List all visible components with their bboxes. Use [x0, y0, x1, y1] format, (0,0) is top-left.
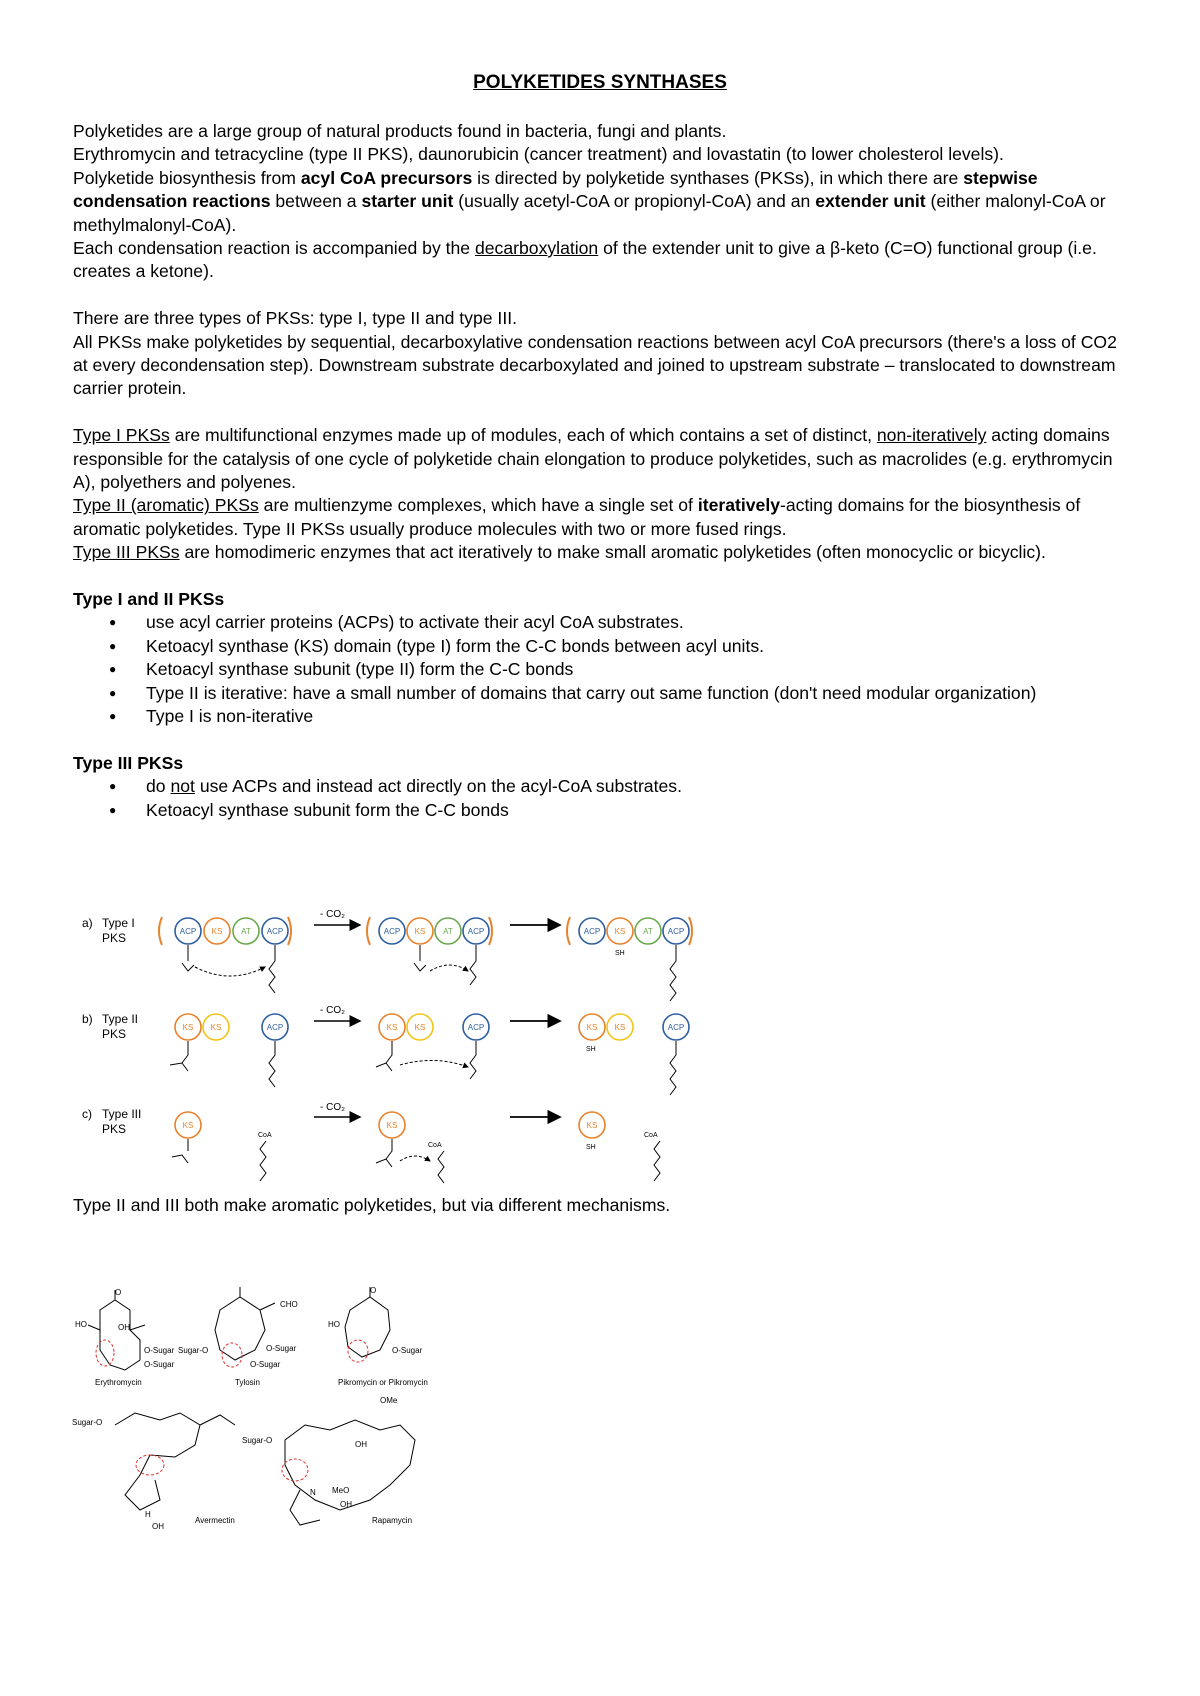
tylosin-structure — [215, 1287, 275, 1367]
type1-paragraph — [73, 424, 1133, 494]
list-item — [73, 775, 1133, 798]
erythromycin-o: O — [115, 1288, 122, 1297]
text-run: use ACPs and instead act directly on the acyl-CoA substrates. — [194, 776, 682, 797]
intro-paragraph-2: Erythromycin and tetracycline (type II PKS), daunorubicin (cancer treatment) and lovastatin (to lower cholesterol levels). — [73, 144, 1004, 165]
erythromycin-ho: HO — [75, 1320, 87, 1329]
ks-label: KS — [614, 1023, 626, 1032]
acp-label: ACP — [667, 927, 685, 936]
tylosin-cho: CHO — [280, 1300, 298, 1309]
erythromycin-o-sugar: O-Sugar — [144, 1346, 175, 1355]
text-run: do — [146, 776, 171, 797]
acp-label: ACP — [467, 927, 485, 936]
avermectin-oh: OH — [152, 1522, 164, 1531]
list-item: ● Type I is non-iterative — [73, 705, 1133, 728]
pikromycin-label: Pikromycin or Pikromycin — [338, 1378, 428, 1387]
underlined-term: decarboxylation — [474, 238, 599, 259]
tylosin-o-sugar: O-Sugar — [266, 1344, 297, 1353]
row-b-letter: b) — [82, 1012, 93, 1026]
avermectin-label: Avermectin — [195, 1516, 235, 1525]
acp-label: ACP — [467, 1023, 485, 1032]
section-heading-type12: Type I and II PKSs — [73, 589, 225, 610]
acp-label: ACP — [266, 927, 284, 936]
types-intro-paragraph-2: All PKSs make polyketides by sequential, decarboxylative condensation reactions between acyl CoA precursors (there's a loss of CO2 at every decondensation step). Downstream substrate decarboxylated and joined to upstream substrate – translocated to downstream carrier protein. — [73, 331, 1117, 399]
avermectin-structure — [115, 1413, 235, 1510]
figure-caption: Type II and III both make aromatic polyketides, but via different mechanisms. — [73, 1195, 671, 1215]
ks-label: KS — [614, 927, 626, 936]
erythromycin-oh: OH — [118, 1323, 130, 1332]
section-heading-type3: Type III PKSs — [73, 752, 184, 773]
body-text — [73, 120, 1133, 822]
type1-module-3 — [567, 917, 692, 1001]
pikromycin-ho: HO — [328, 1320, 340, 1329]
underlined-term: Type I PKSs — [73, 425, 170, 446]
underlined-term: Type III PKSs — [73, 542, 180, 563]
page-title: POLYKETIDES SYNTHASES — [473, 72, 727, 93]
type3-step-3 — [579, 1112, 660, 1181]
at-label: AT — [443, 927, 453, 936]
polyketide-structures-figure — [70, 1285, 470, 1555]
type2-paragraph — [73, 494, 1133, 541]
text-run: Polyketide biosynthesis from — [73, 167, 301, 188]
types-intro-paragraph-1: There are three types of PKSs: type I, type II and type III. — [73, 308, 517, 329]
row-a-letter: a) — [82, 916, 93, 930]
text-run: (usually acetyl-CoA or propionyl-CoA) and an — [453, 191, 816, 212]
ks-label: KS — [414, 1023, 426, 1032]
tylosin-o-sugar-2: O-Sugar — [250, 1360, 281, 1369]
ks-label: KS — [182, 1121, 194, 1130]
rapamycin-ome: OMe — [380, 1396, 398, 1405]
bullet-list-type3 — [73, 775, 1133, 822]
at-label: AT — [241, 927, 251, 936]
type3-step-2 — [376, 1112, 444, 1183]
list-item: ● Type II is iterative: have a small number of domains that carry out same function (don't need modular organization) — [73, 682, 1133, 705]
text-run: are multifunctional enzymes made up of modules, each of which contains a set of distinct, — [169, 425, 877, 446]
at-label: AT — [643, 927, 653, 936]
sh-label: SH — [615, 950, 625, 957]
rapamycin-oh: OH — [355, 1440, 367, 1449]
text-run: -acting domains for the biosynthesis of aromatic polyketides. Type II PKSs usually produce molecules with two or more fused rings. — [73, 495, 1081, 539]
avermectin-sugar-o: Sugar-O — [72, 1418, 103, 1427]
acp-label: ACP — [383, 927, 401, 936]
coa-label: CoA — [258, 1132, 272, 1139]
sh-label: SH — [586, 1046, 596, 1053]
bullet-list-type12 — [73, 611, 1133, 728]
ks-label: KS — [182, 1023, 194, 1032]
erythromycin-structure — [88, 1290, 145, 1370]
minus-co2-a: - CO₂ — [320, 909, 345, 920]
row-a-name1: Type I — [102, 916, 135, 930]
type2-step-3 — [579, 1014, 689, 1095]
row-c-name1: Type III — [102, 1107, 142, 1121]
underlined-term: not — [170, 776, 195, 797]
rapamycin-oh-2: OH — [340, 1500, 352, 1509]
ks-label: KS — [414, 927, 426, 936]
type2-step-1 — [170, 1014, 288, 1087]
intro-paragraph-4 — [73, 237, 1133, 284]
acp-label: ACP — [667, 1023, 685, 1032]
list-item: ● Ketoacyl synthase (KS) domain (type I) form the C-C bonds between acyl units. — [73, 635, 1133, 658]
tylosin-label: Tylosin — [235, 1378, 260, 1387]
list-item: ● use acyl carrier proteins (ACPs) to activate their acyl CoA substrates. — [73, 611, 1133, 634]
text-run: are multienzyme complexes, which have a single set of — [258, 495, 698, 516]
type1-module-1 — [159, 917, 291, 993]
row-a-name2: PKS — [102, 931, 127, 945]
row-b-name1: Type II — [102, 1012, 139, 1026]
type3-step-1 — [172, 1112, 272, 1181]
type1-module-2 — [367, 917, 492, 985]
pikromycin-o: O — [370, 1286, 377, 1295]
underlined-term: non-iteratively — [876, 425, 987, 446]
minus-co2-b: - CO₂ — [320, 1005, 345, 1016]
text-run: (either malonyl-CoA or methylmalonyl-CoA). — [73, 191, 1106, 235]
sh-label: SH — [586, 1144, 596, 1151]
pikromycin-structure — [345, 1287, 390, 1362]
intro-paragraph-3 — [73, 167, 1133, 237]
bold-term: acyl CoA precursors — [300, 167, 473, 188]
ks-label: KS — [386, 1121, 398, 1130]
acp-label: ACP — [583, 927, 601, 936]
ks-label: KS — [586, 1023, 598, 1032]
text-run: between a — [270, 191, 362, 212]
ks-label: KS — [210, 1023, 222, 1032]
list-item: ● Ketoacyl synthase subunit form the C-C bonds — [73, 799, 1133, 822]
bold-term: iteratively — [697, 495, 780, 516]
bold-term: stepwise condensation reactions — [73, 167, 1038, 212]
bold-term: starter unit — [361, 191, 454, 212]
list-item: ● Ketoacyl synthase subunit (type II) form the C-C bonds — [73, 658, 1133, 681]
row-c-letter: c) — [82, 1107, 92, 1121]
type3-paragraph — [73, 541, 1133, 564]
acp-label: ACP — [266, 1023, 284, 1032]
text-run: is directed by polyketide synthases (PKSs), in which there are — [472, 167, 964, 188]
acp-label: ACP — [179, 927, 197, 936]
rapamycin-structure — [282, 1420, 415, 1525]
pks-mechanism-figure — [70, 905, 730, 1195]
pikromycin-o-sugar: O-Sugar — [392, 1346, 423, 1355]
type2-step-2 — [376, 1014, 489, 1079]
text-run: are homodimeric enzymes that act iteratively to make small aromatic polyketides (often monocyclic or bicyclic). — [179, 542, 1046, 563]
erythromycin-label: Erythromycin — [95, 1378, 142, 1387]
text-run: Each condensation reaction is accompanied by the — [73, 238, 475, 259]
row-b-name2: PKS — [102, 1027, 127, 1041]
ks-label: KS — [586, 1121, 598, 1130]
avermectin-h: H — [145, 1510, 151, 1519]
intro-paragraph-1: Polyketides are a large group of natural products found in bacteria, fungi and plants. — [73, 121, 727, 141]
bold-term: extender unit — [815, 191, 926, 212]
rapamycin-meo: MeO — [332, 1486, 350, 1495]
rapamycin-label: Rapamycin — [372, 1516, 413, 1525]
ks-label: KS — [386, 1023, 398, 1032]
erythromycin-o-sugar-2: O-Sugar — [144, 1360, 175, 1369]
coa-label: CoA — [428, 1142, 442, 1149]
underlined-term: Type II (aromatic) PKSs — [73, 495, 259, 516]
text-run: acting domains responsible for the catalysis of one cycle of polyketide chain elongation to produce polyketides, such as macrolides (e.g. erythromycin A), polyethers and polyenes. — [73, 425, 1113, 493]
tylosin-sugar-o: Sugar-O — [178, 1346, 209, 1355]
row-c-name2: PKS — [102, 1122, 127, 1136]
coa-label: CoA — [644, 1132, 658, 1139]
minus-co2-c: - CO₂ — [320, 1102, 345, 1113]
ks-label: KS — [211, 927, 223, 936]
rapamycin-n: N — [310, 1488, 316, 1497]
rapamycin-sugar-o: Sugar-O — [242, 1436, 273, 1445]
text-run: of the extender unit to give a β-keto (C=O) functional group (i.e. creates a ketone). — [73, 238, 1097, 282]
